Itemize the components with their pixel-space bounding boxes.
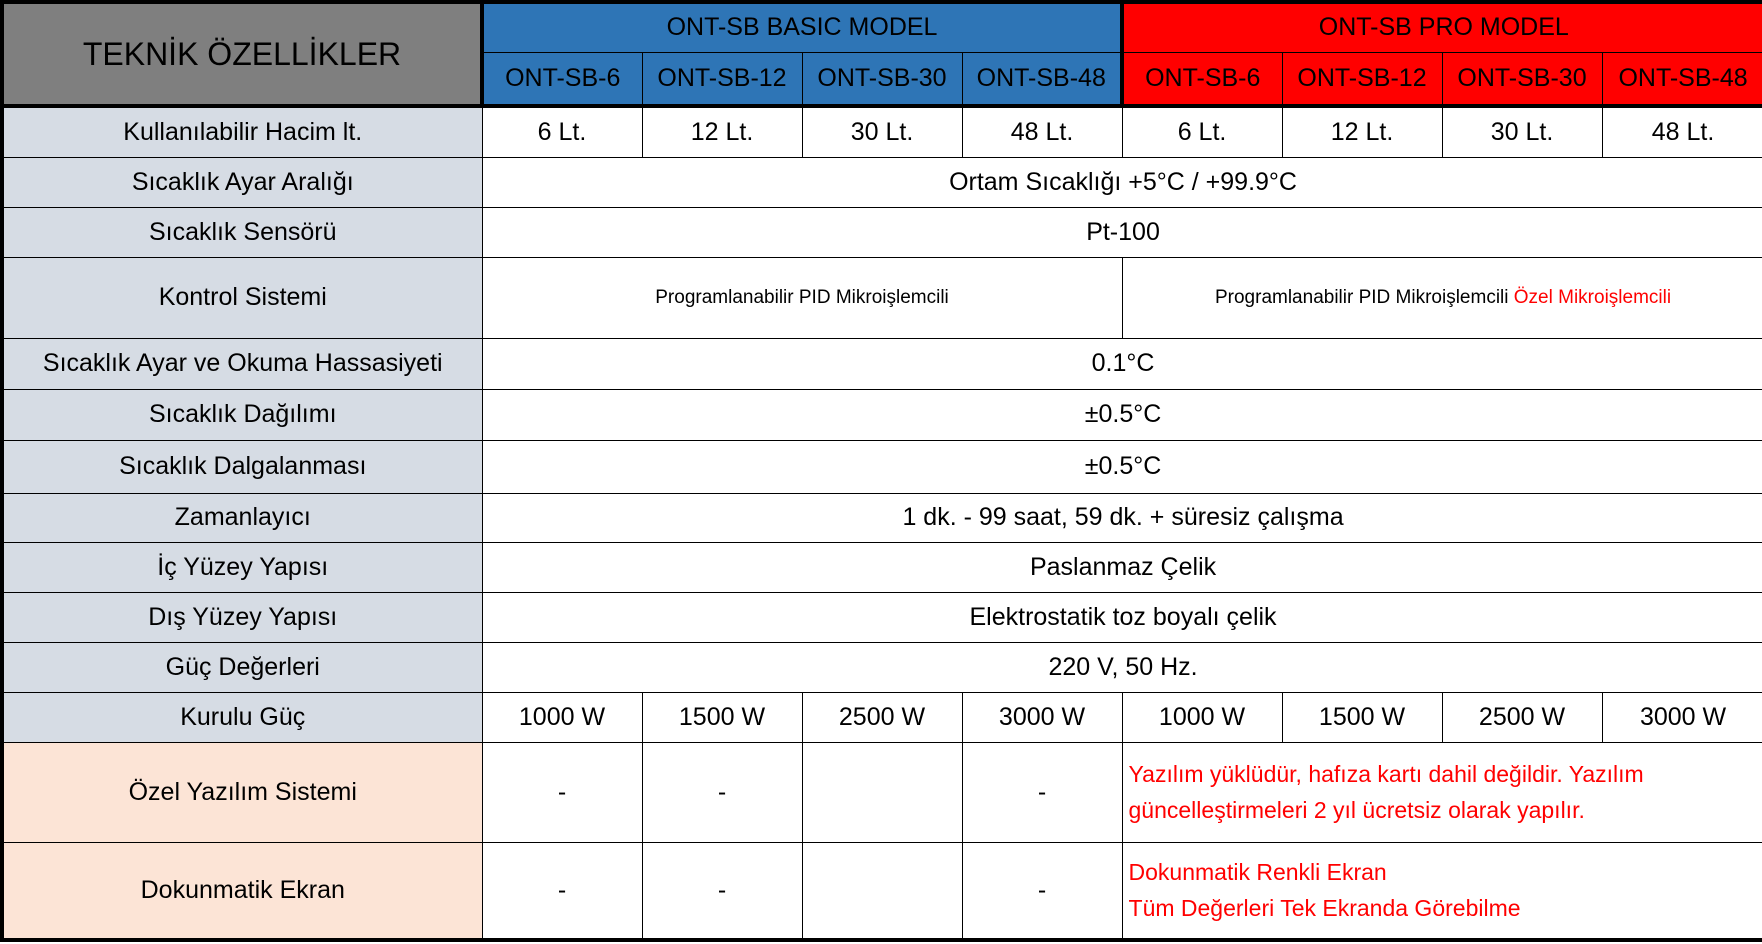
control-pro-text: Programlanabilir PID Mikroişlemcili <box>1214 286 1509 308</box>
table-row <box>2 592 1762 642</box>
pro-model-header: ONT-SB PRO MODEL <box>1122 2 1762 52</box>
row-label: Kontrol Sistemi <box>2 257 482 338</box>
table-row <box>2 257 1762 338</box>
cell-value: - <box>642 742 802 842</box>
cell-value: 30 Lt. <box>802 106 962 157</box>
control-pro-extra: Özel Mikroişlemcili <box>1513 286 1672 308</box>
basic-model-header: ONT-SB BASIC MODEL <box>482 2 1122 52</box>
table-row <box>2 338 1762 389</box>
cell-value <box>802 742 962 842</box>
row-label: İç Yüzey Yapısı <box>2 542 482 592</box>
touchscreen-pro-note <box>1122 842 1762 940</box>
basic-model-name: ONT-SB-6 <box>482 52 642 106</box>
row-label: Kullanılabilir Hacim lt. <box>2 106 482 157</box>
basic-model-name: ONT-SB-48 <box>962 52 1122 106</box>
row-label: Sıcaklık Dağılımı <box>2 389 482 440</box>
row-label: Dış Yüzey Yapısı <box>2 592 482 642</box>
cell-value: 48 Lt. <box>962 106 1122 157</box>
table-row <box>2 493 1762 542</box>
cell-value: Paslanmaz Çelik <box>482 542 1762 592</box>
cell-value: 6 Lt. <box>482 106 642 157</box>
cell-value: 2500 W <box>1442 692 1602 742</box>
row-label: Sıcaklık Ayar Aralığı <box>2 157 482 207</box>
software-pro-line: Yazılım yüklüdür, hafıza kartı dahil değildir. Yazılım <box>1128 761 1644 787</box>
cell-value: 1 dk. - 99 saat, 59 dk. + süresiz çalışma <box>482 493 1762 542</box>
software-pro-line: güncelleştirmeleri 2 yıl ücretsiz olarak yapılır. <box>1128 797 1585 823</box>
row-label: Sıcaklık Sensörü <box>2 207 482 257</box>
cell-value: 3000 W <box>1602 692 1762 742</box>
table-title: TEKNİK ÖZELLİKLER <box>2 2 482 106</box>
cell-value <box>802 842 962 940</box>
pro-model-name: ONT-SB-12 <box>1282 52 1442 106</box>
cell-value: 1000 W <box>482 692 642 742</box>
table-row <box>2 106 1762 157</box>
basic-model-name: ONT-SB-12 <box>642 52 802 106</box>
table-row <box>2 157 1762 207</box>
table-row <box>2 389 1762 440</box>
table-row <box>2 742 1762 842</box>
cell-value: 48 Lt. <box>1602 106 1762 157</box>
cell-value: 12 Lt. <box>1282 106 1442 157</box>
cell-value: - <box>482 842 642 940</box>
basic-model-name: ONT-SB-30 <box>802 52 962 106</box>
cell-value: 3000 W <box>962 692 1122 742</box>
pro-model-name: ONT-SB-48 <box>1602 52 1762 106</box>
row-label: Güç Değerleri <box>2 642 482 692</box>
cell-value: 0.1°C <box>482 338 1762 389</box>
cell-value <box>1122 257 1762 338</box>
cell-value: ±0.5°C <box>482 389 1762 440</box>
table-row <box>2 692 1762 742</box>
pro-model-name: ONT-SB-30 <box>1442 52 1602 106</box>
cell-value: - <box>642 842 802 940</box>
pro-model-name: ONT-SB-6 <box>1122 52 1282 106</box>
row-label: Dokunmatik Ekran <box>2 842 482 940</box>
cell-value: 30 Lt. <box>1442 106 1602 157</box>
cell-value: - <box>962 742 1122 842</box>
touchscreen-pro-line: Dokunmatik Renkli Ekran <box>1128 859 1387 886</box>
cell-value: ±0.5°C <box>482 440 1762 493</box>
table-row <box>2 642 1762 692</box>
table-row <box>2 542 1762 592</box>
table-row <box>2 207 1762 257</box>
cell-value: Programlanabilir PID Mikroişlemcili <box>482 257 1122 338</box>
table-row <box>2 440 1762 493</box>
row-label: Sıcaklık Ayar ve Okuma Hassasiyeti <box>2 338 482 389</box>
cell-value: 1500 W <box>642 692 802 742</box>
row-label: Sıcaklık Dalgalanması <box>2 440 482 493</box>
touchscreen-pro-line: Tüm Değerleri Tek Ekranda Görebilme <box>1128 895 1521 922</box>
cell-value: 2500 W <box>802 692 962 742</box>
cell-value: Elektrostatik toz boyalı çelik <box>482 592 1762 642</box>
cell-value: Pt-100 <box>482 207 1762 257</box>
cell-value: - <box>962 842 1122 940</box>
table-row <box>2 842 1762 940</box>
cell-value: Ortam Sıcaklığı +5°C / +99.9°C <box>482 157 1762 207</box>
row-label: Zamanlayıcı <box>2 493 482 542</box>
cell-value: 12 Lt. <box>642 106 802 157</box>
row-label: Özel Yazılım Sistemi <box>2 742 482 842</box>
cell-value: 1500 W <box>1282 692 1442 742</box>
cell-value: 1000 W <box>1122 692 1282 742</box>
cell-value: 6 Lt. <box>1122 106 1282 157</box>
software-pro-note <box>1122 742 1762 842</box>
row-label: Kurulu Güç <box>2 692 482 742</box>
cell-value: 220 V, 50 Hz. <box>482 642 1762 692</box>
cell-value: - <box>482 742 642 842</box>
